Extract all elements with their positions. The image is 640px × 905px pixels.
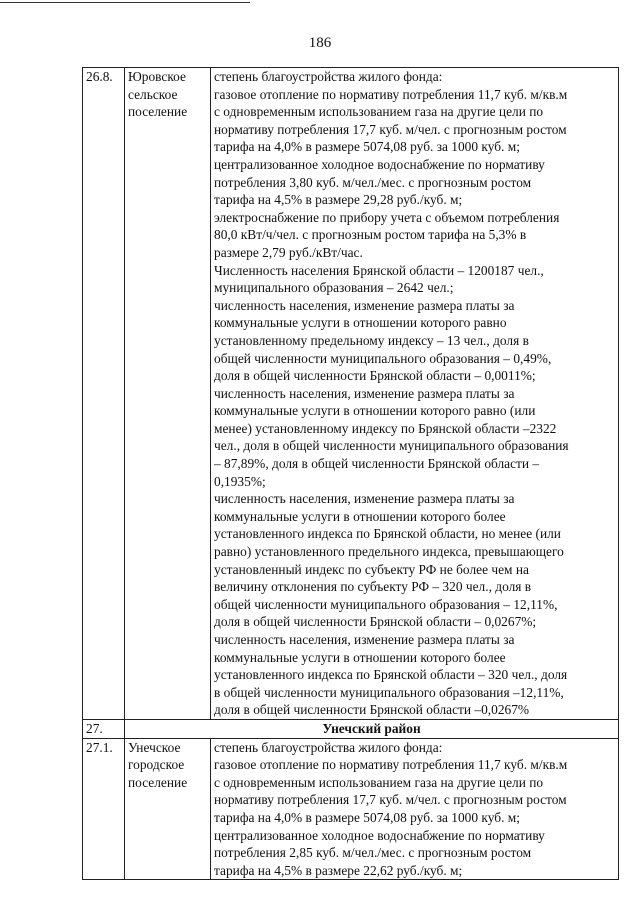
name-line: поселение [128, 774, 188, 790]
region-title: Унечский район [125, 719, 619, 738]
text-line: коммунальные услуги в отношении которого более [214, 508, 506, 524]
row-number: 26.8. [83, 68, 125, 720]
text-line: газовое отопление по нормативу потребления 11,7 куб. м/кв.м [214, 757, 568, 773]
text-line: централизованное холодное водоснабжение по нормативу [214, 156, 545, 172]
text-line: установленного индекса по Брянской области, но менее (или [214, 526, 561, 542]
text-line: коммунальные услуги в отношении которого более [214, 649, 506, 665]
text-line: тарифа на 4,5% в размере 29,28 руб./куб. м; [214, 192, 463, 208]
row-number: 27. [83, 719, 125, 738]
text-line: газовое отопление по нормативу потребления 11,7 куб. м/кв.м [214, 86, 568, 102]
name-line: поселение [128, 104, 188, 120]
text-line: размере 2,79 руб./кВт/час. [214, 244, 363, 260]
text-line: нормативу потребления 17,7 куб. м/чел. с прогнозным ростом [214, 121, 567, 137]
text-line: потребления 2,85 куб. м/чел./мес. с прогнозным ростом [214, 845, 532, 861]
text-line: степень благоустройства жилого фонда: [214, 739, 443, 755]
text-line: доля в общей численности Брянской области – 0,0267%; [214, 614, 537, 630]
text-line: коммунальные услуги в отношении которого равно [214, 315, 507, 331]
text-line: менее) установленному индексу по Брянской области –2322 [214, 420, 557, 436]
text-line: с одновременным использованием газа на другие цели по [214, 104, 544, 120]
page-number: 186 [308, 35, 332, 51]
text-line: доля в общей численности Брянской области –0,0267% [214, 702, 530, 718]
text-line: равно) установленного предельного индекса, превышающего [214, 544, 564, 560]
text-line: установленному предельному индексу – 13 чел., доля в [214, 332, 529, 348]
text-line: 0,1935%; [214, 473, 266, 489]
text-line: 80,0 кВт/ч/чел. с прогнозным ростом тарифа на 5,3% в [214, 227, 527, 243]
text-line: общей численности муниципального образования – 0,49%, [214, 350, 552, 366]
text-line: централизованное холодное водоснабжение по нормативу [214, 827, 545, 843]
text-line: установленного индекса по Брянской области – 320 чел., доля [214, 667, 568, 683]
text-line: тарифа на 4,0% в размере 5074,08 руб. за 1000 куб. м; [214, 139, 520, 155]
text-line: степень благоустройства жилого фонда: [214, 69, 443, 84]
text-line: электроснабжение по прибору учета с объемом потребления [214, 209, 560, 225]
text-line: в общей численности муниципального образования –12,11%, [214, 684, 564, 700]
name-line: городское [128, 757, 185, 773]
name-line: сельское [128, 86, 178, 102]
description-cell [211, 68, 619, 720]
text-line: – 87,89%, доля в общей численности Брянской области – [214, 456, 540, 472]
text-line: нормативу потребления 17,7 куб. м/чел. с прогнозным ростом [214, 792, 567, 808]
text-line: общей численности муниципального образования – 12,11%, [214, 596, 558, 612]
municipality-name [125, 738, 211, 880]
text-line: численность населения, изменение размера платы за [214, 491, 515, 507]
text-line: потребления 3,80 куб. м/чел./мес. с прогнозным ростом [214, 174, 532, 190]
text-line: доля в общей численности Брянской области – 0,0011%; [214, 368, 536, 384]
table-row [83, 719, 619, 738]
text-line: численность населения, изменение размера платы за [214, 632, 515, 647]
text-line: величину отклонения по субъекту РФ – 320 чел., доля в [214, 579, 532, 595]
tariff-table [82, 67, 619, 880]
description-cell [211, 738, 619, 880]
text-line: муниципального образования – 2642 чел.; [214, 280, 454, 296]
table-row [83, 68, 619, 720]
text-line: установленный индекс по субъекту РФ не более чем на [214, 561, 529, 577]
municipality-name [125, 68, 211, 720]
text-line: коммунальные услуги в отношении которого равно (или [214, 403, 536, 419]
text-line: численность населения, изменение размера платы за [214, 297, 515, 313]
text-line: тарифа на 4,5% в размере 22,62 руб./куб. м; [214, 862, 463, 878]
text-line: Численность населения Брянской области – 1200187 чел., [214, 262, 544, 278]
text-line: численность населения, изменение размера платы за [214, 385, 515, 401]
table-row [83, 738, 619, 880]
name-line: Юровское [128, 69, 186, 84]
top-rule [0, 2, 250, 3]
name-line: Унечское [128, 739, 181, 755]
row-number: 27.1. [83, 738, 125, 880]
text-line: с одновременным использованием газа на другие цели по [214, 774, 544, 790]
text-line: тарифа на 4,0% в размере 5074,08 руб. за 1000 куб. м; [214, 809, 520, 825]
text-line: чел., доля в общей численности муниципального образования [214, 438, 569, 454]
